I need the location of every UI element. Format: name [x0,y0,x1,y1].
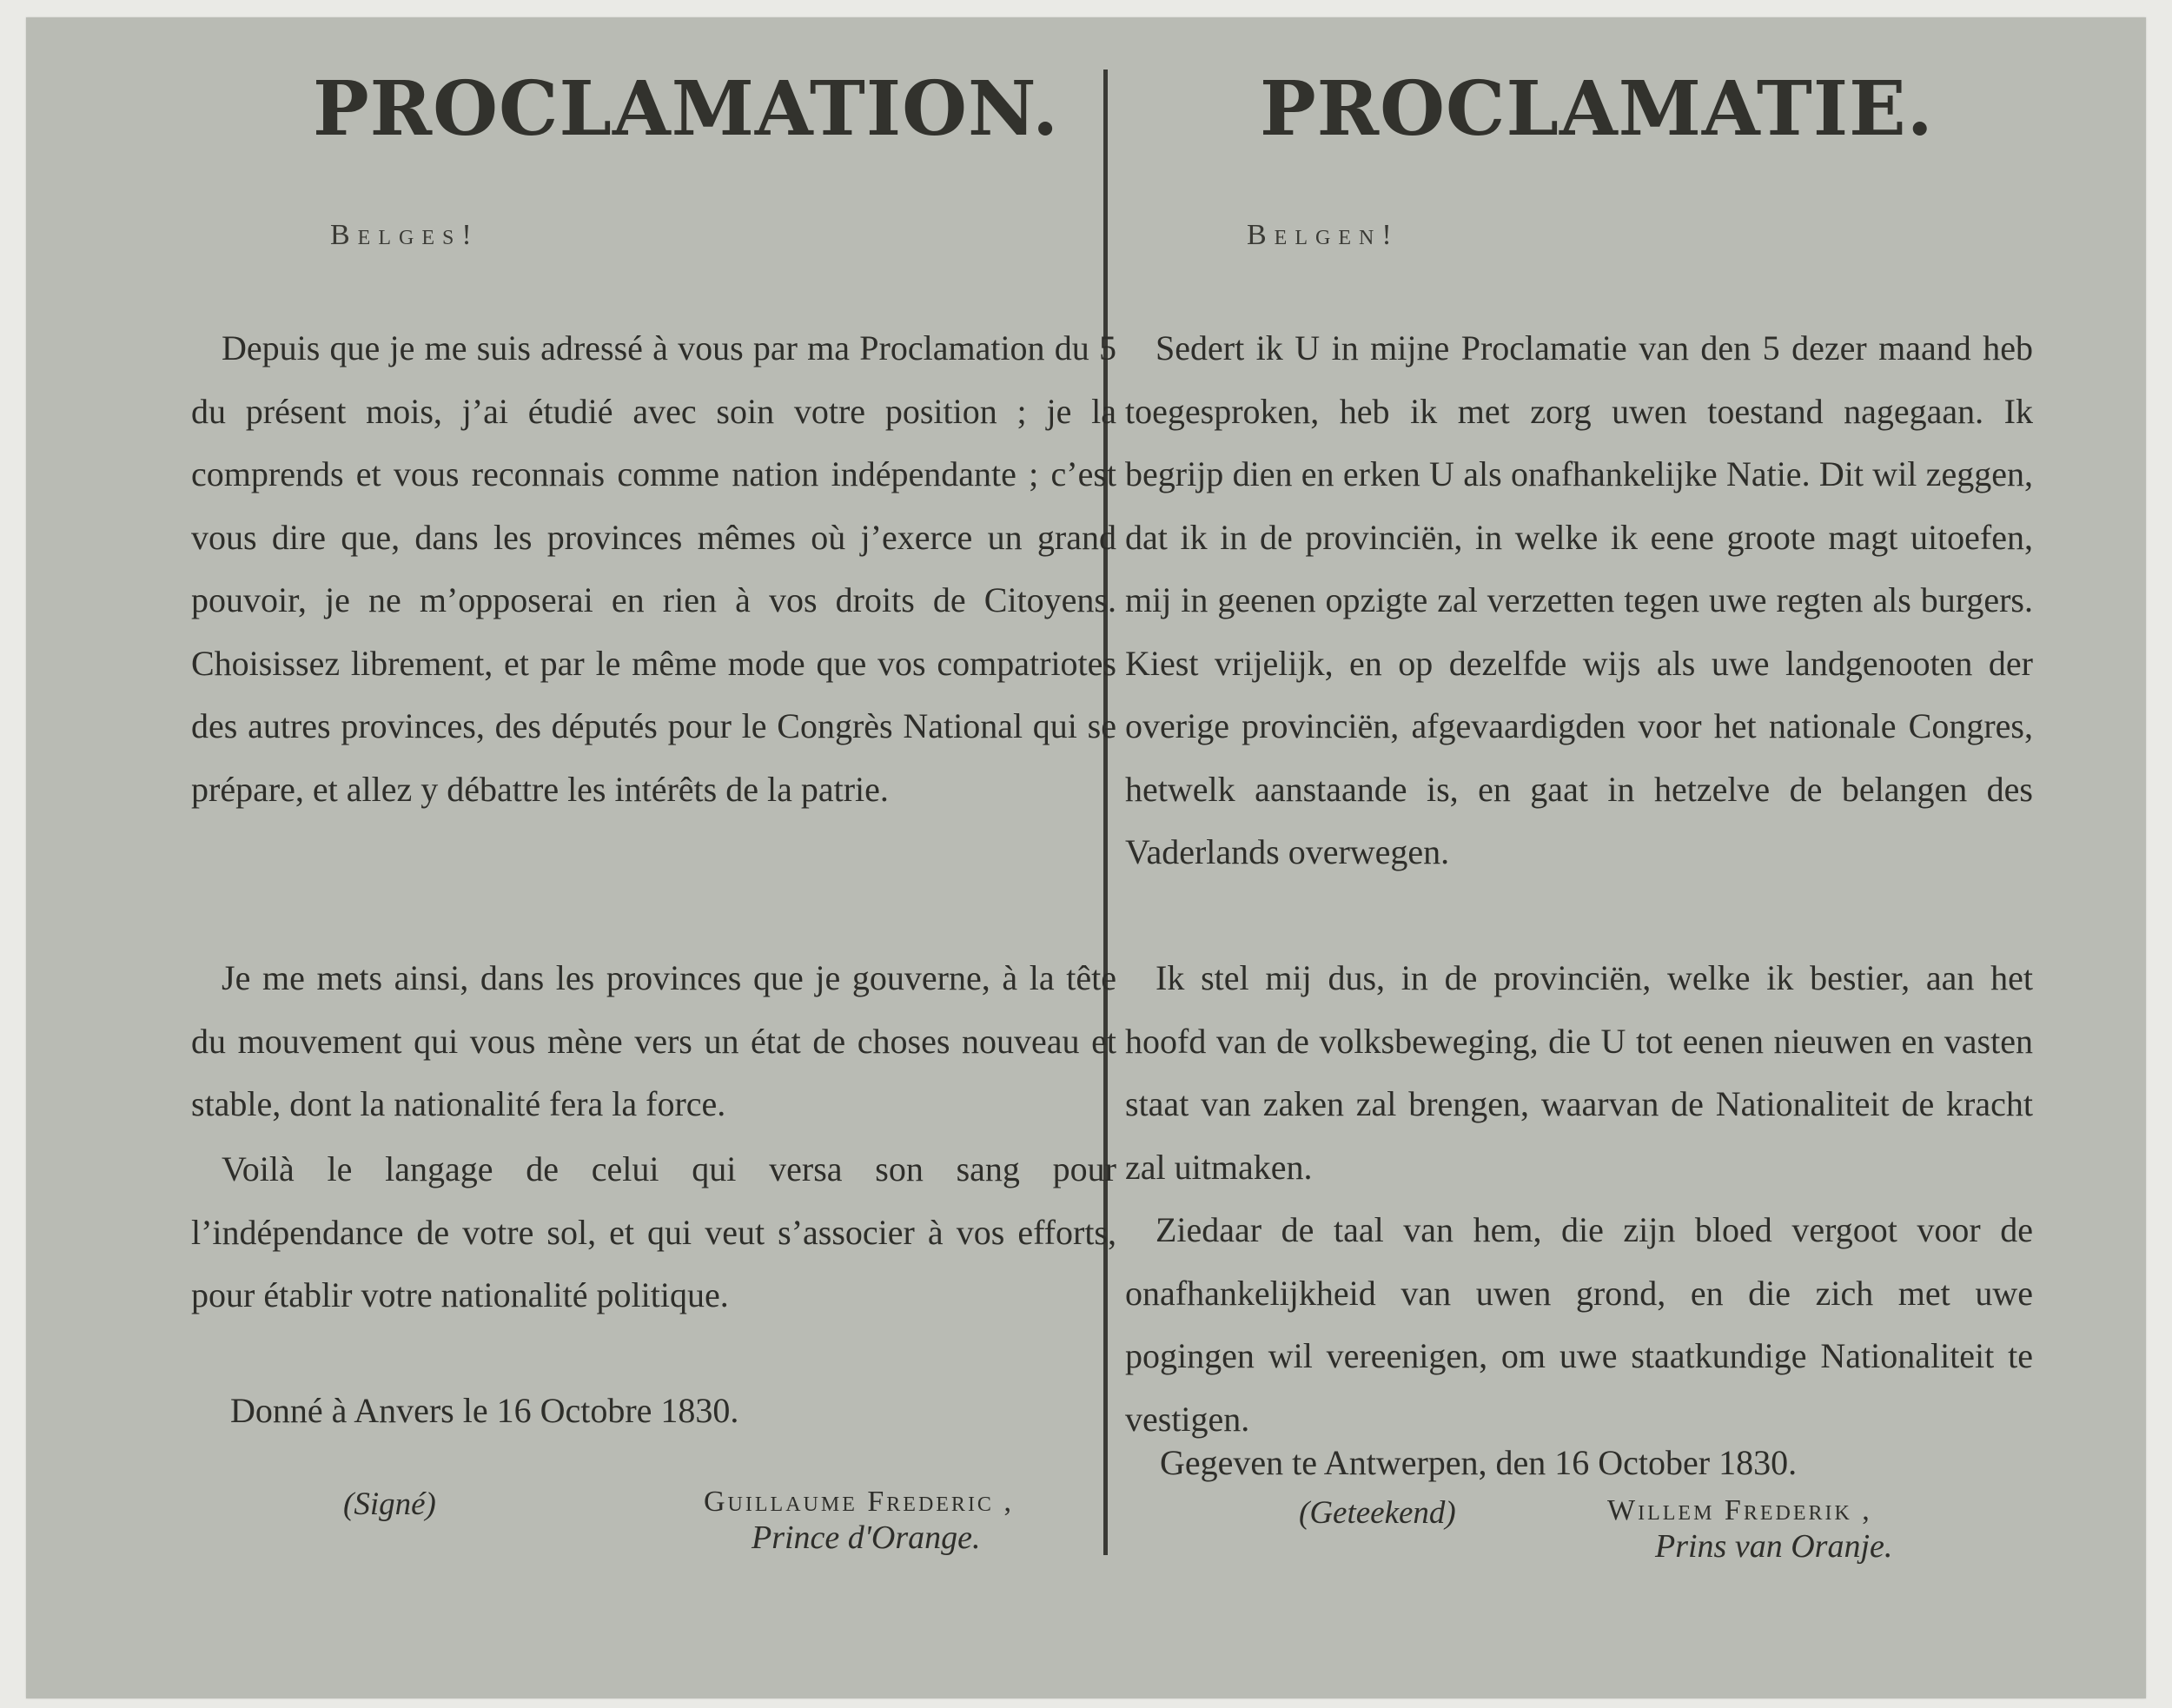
french-paragraph-1: Depuis que je me suis adressé à vous par ma Proclamation du 5 du présent mois, j’ai étudié avec soin votre position ; je la comprends et vous reconnais comme nation indépendante ; c’est vous dire que, dans les provinces mêmes où j’exerce un grand pouvoir, je ne m’opposerai en rien à vos droits de Citoyens. Choisissez librement, et par le même mode que vos compatriotes des autres provinces, des députés pour le Congrès National qui se prépare, et allez y débattre les intérêts de la patrie. [191,328,1116,809]
french-title: PROCLAMATION. [313,65,1060,153]
french-signed: (Signé) [343,1486,436,1522]
dutch-greeting: Belgen! [1247,219,1400,251]
french-paragraph-2: Je me mets ainsi, dans les provinces que je gouverne, à la tête du mouvement qui vous mène vers un état de choses nouveau et stable, dont la nationalité fera la force. [191,958,1116,1123]
french-paragraph-3: Voilà le langage de celui qui versa son sang pour l’indépendance de votre sol, et qui veut s’associer à vos efforts, pour établir votre nationalité politique. [191,1149,1116,1314]
dutch-signer [1607,1494,1892,1566]
dutch-title: PROCLAMATIE. [1260,65,1934,153]
french-signer-name: Guillaume Frederic , [704,1486,1014,1518]
french-dateline: Donné à Anvers le 16 Octobre 1830. [230,1391,739,1430]
dutch-signer-name: Willem Frederik , [1607,1494,1872,1526]
dutch-paragraph-3: Ziedaar de taal van hem, die zijn bloed vergoot voor de onafhankelijkheid van uwen grond, en die zich met uwe pogingen wil vereenigen, om uwe staatkundige Nationaliteit te vestigen. [1125,1210,2033,1439]
dutch-paragraph-2: Ik stel mij dus, in de provinciën, welke ik bestier, aan het hoofd van de volksbeweging, die U tot eenen nieuwen en vasten staat van zaken zal brengen, waarvan de Nationaliteit de kracht zal uitmaken. [1125,958,2033,1187]
dutch-dateline: Gegeven te Antwerpen, den 16 October 1830. [1160,1443,1798,1482]
proclamation-sheet [26,17,2146,1698]
dutch-signer-title: Prins van Oranje. [1655,1528,1893,1565]
french-signer [704,1486,1014,1557]
dutch-paragraph-1: Sedert ik U in mijne Proclamatie van den 5 dezer maand heb toegesproken, heb ik met zorg uwen toestand nagegaan. Ik begrijp dien en erken U als onafhankelijke Natie. Dit wil zeggen, dat ik in de provinciën, in welke ik eene groote magt uitoefen, mij in geenen opzigte zal verzetten tegen uwe regten als burgers. Kiest vrijelijk, en op dezelfde wijs als uwe landgenooten der overige provinciën, afgevaardigden voor het nationale Congres, hetwelk aanstaande is, en gaat in hetzelve de belangen des Vaderlands overwegen. [1125,328,2033,871]
dutch-signed: (Geteekend) [1299,1495,1456,1531]
french-greeting: Belges! [330,219,480,251]
french-signer-title: Prince d'Orange. [752,1519,981,1556]
